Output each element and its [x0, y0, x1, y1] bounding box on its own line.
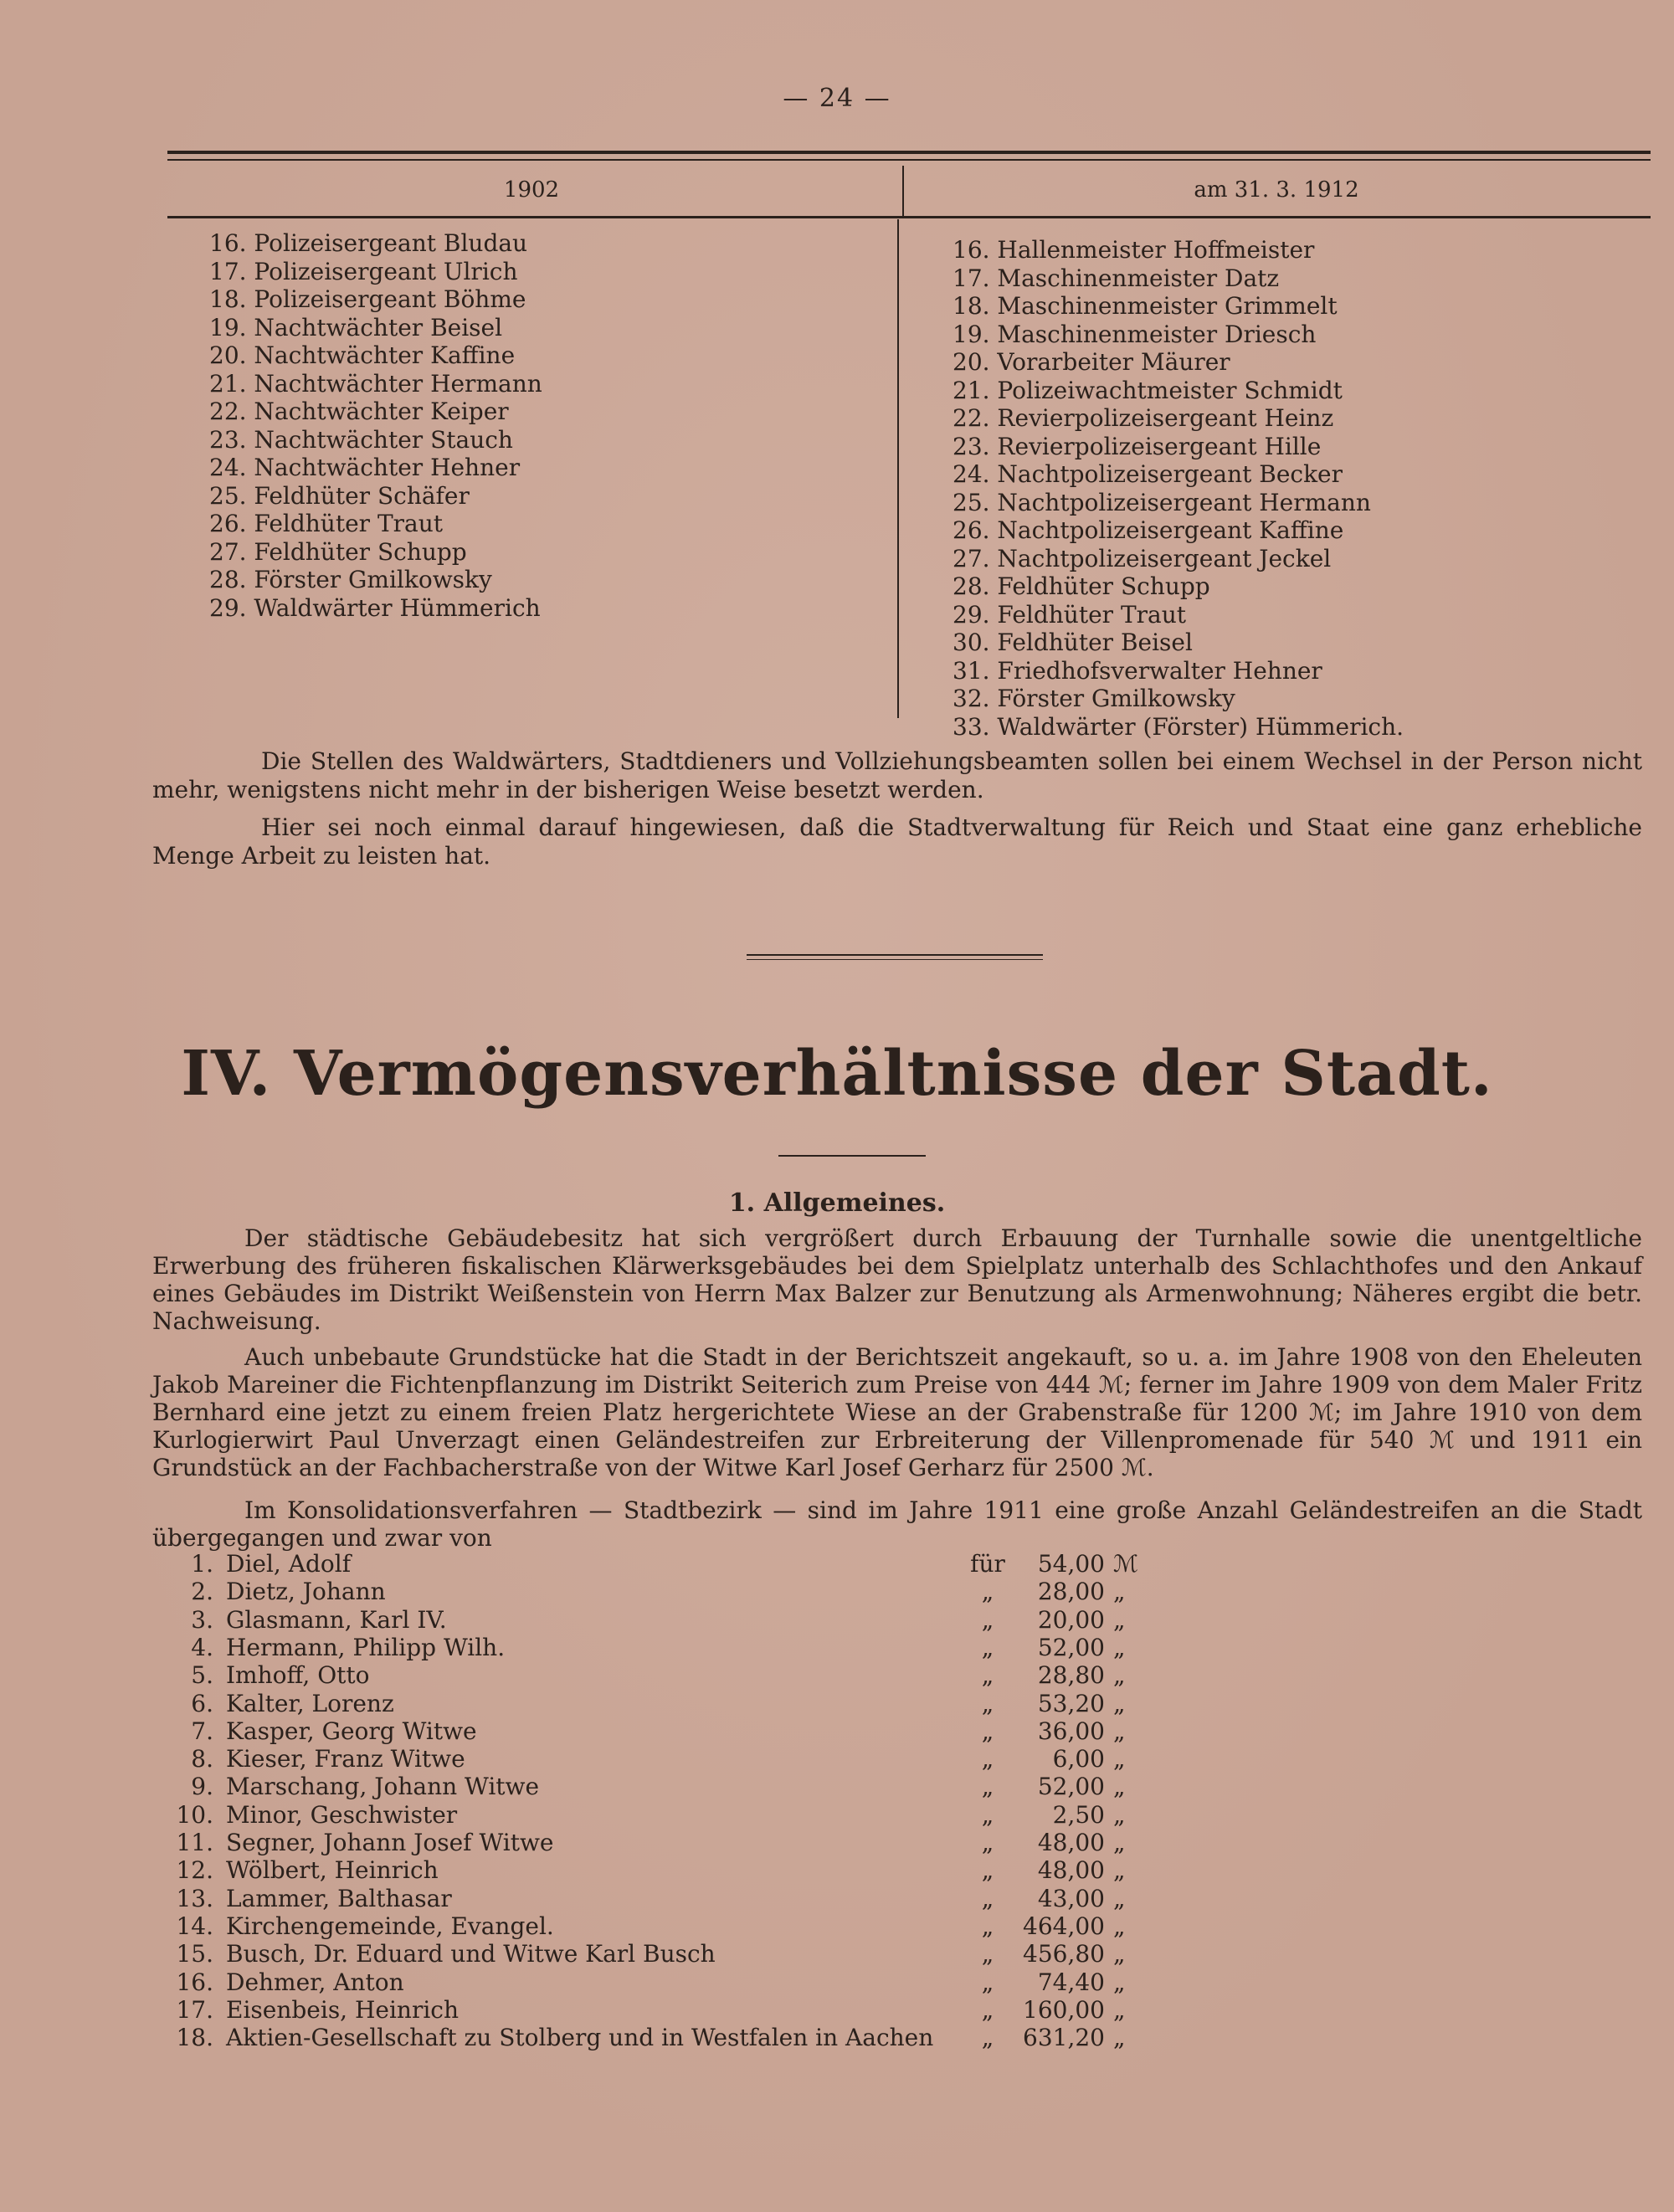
paragraph-land-purchases: Auch unbebaute Grundstücke hat die Stadt in der Berichtszeit angekauft, so u. a. im Jahre 1908 von den Eheleuten Jakob Mareiner die Fichtenpflanzung im Distrikt Seiterich zum Preise von 444 ℳ; ferner im Jahre 1909 von dem Maler Fritz Bernhard eine jetzt zu einem freien Platz hergerichtete Wiese an der Grabenstraße für 1200 ℳ; im Jahre 1910 von dem Kurlogierwirt Paul Unverzagt einen Geländestreifen zur Erbreiterung der Villenpromenade für 540 ℳ und 1911 ein Grundstück an der Fachbacherstraße von der Witwe Karl Josef Gerharz für 2500 ℳ. — [152, 1343, 1642, 1481]
payee-name: Kalter, Lorenz — [226, 1689, 394, 1717]
list-item: 25. Feldhüter Schäfer — [209, 481, 470, 510]
list-item: 23. Revierpolizeisergeant Hille — [953, 432, 1322, 460]
payee-row — [167, 1634, 1172, 1661]
subsection-title: 1. Allgemeines. — [728, 1188, 946, 1218]
payee-amount: 36,00 — [1037, 1717, 1105, 1745]
payee-name: Aktien-Gesellschaft zu Stolberg und in Westfalen in Aachen — [226, 2024, 934, 2052]
paragraph-consolidation: Im Konsolidationsverfahren — Stadtbezirk — sind im Jahre 1911 eine große Anzahl Geländestreifen an die Stadt übergegangen und zwar von — [152, 1496, 1642, 1552]
payee-name: Diel, Adolf — [226, 1550, 352, 1578]
payee-mark: „ — [981, 1856, 994, 1885]
payee-name: Imhoff, Otto — [226, 1661, 370, 1690]
payee-amount: 43,00 — [1037, 1884, 1105, 1912]
payee-num: 15. — [176, 1940, 213, 1968]
payee-unit: „ — [1113, 1912, 1126, 1940]
payee-num: 1. — [191, 1550, 213, 1578]
payee-mark: „ — [981, 1633, 994, 1661]
payee-row — [167, 1996, 1172, 2024]
list-item: 16. Polizeisergeant Bludau — [209, 229, 528, 257]
staff-list-1912 — [953, 236, 1404, 741]
payee-name: Lammer, Balthasar — [226, 1884, 452, 1912]
payee-num: 8. — [191, 1745, 213, 1773]
payee-name: Busch, Dr. Eduard und Witwe Karl Busch — [226, 1940, 716, 1968]
payee-row — [167, 1856, 1172, 1884]
payee-mark: für — [970, 1550, 1005, 1578]
payee-amount: 631,20 — [1023, 2024, 1105, 2052]
list-item: 30. Feldhüter Beisel — [953, 629, 1193, 656]
payee-row — [167, 1912, 1172, 1940]
payee-unit: „ — [1113, 1689, 1126, 1717]
payee-amount: 53,20 — [1037, 1689, 1105, 1717]
payee-unit: „ — [1113, 1578, 1126, 1606]
list-item: 26. Feldhüter Traut — [209, 510, 443, 537]
payee-row — [167, 1717, 1172, 1745]
payee-num: 16. — [176, 1968, 213, 1996]
payee-mark: „ — [981, 1745, 994, 1773]
payee-mark: „ — [981, 1829, 994, 1856]
payee-row — [167, 1801, 1172, 1829]
payee-num: 7. — [191, 1717, 213, 1745]
list-item: 21. Nachtwächter Hermann — [209, 369, 542, 398]
payee-name: Wölbert, Heinrich — [226, 1856, 439, 1885]
payee-name: Eisenbeis, Heinrich — [226, 1995, 460, 2024]
payee-mark: „ — [981, 1800, 994, 1829]
payee-num: 12. — [176, 1856, 213, 1885]
list-item: 29. Waldwärter Hümmerich — [209, 593, 541, 622]
payee-num: 9. — [191, 1773, 213, 1801]
list-item: 29. Feldhüter Traut — [953, 600, 1186, 629]
payee-unit: „ — [1113, 1968, 1126, 1996]
payee-unit: „ — [1113, 1773, 1126, 1801]
payee-amount: 74,40 — [1037, 1968, 1105, 1996]
list-item: 18. Maschinenmeister Grimmelt — [953, 292, 1338, 320]
list-item: 28. Feldhüter Schupp — [953, 572, 1210, 600]
payee-mark: „ — [981, 1884, 994, 1912]
payee-unit: „ — [1113, 1661, 1126, 1690]
section-divider-top-2 — [747, 959, 1043, 960]
payee-unit: „ — [1113, 1605, 1126, 1634]
payee-row — [167, 1829, 1172, 1856]
payee-name: Kasper, Georg Witwe — [226, 1717, 477, 1745]
payee-amount: 52,00 — [1037, 1633, 1105, 1661]
payee-name: Kirchengemeinde, Evangel. — [226, 1912, 554, 1940]
list-item: 31. Friedhofsverwalter Hehner — [953, 656, 1322, 685]
payee-mark: „ — [981, 1605, 994, 1634]
payee-amount: 456,80 — [1023, 1940, 1105, 1968]
list-item: 21. Polizeiwachtmeister Schmidt — [953, 376, 1343, 404]
table-top-rule-thin — [167, 159, 1651, 161]
payee-amount: 464,00 — [1023, 1912, 1105, 1940]
payee-unit: „ — [1113, 1717, 1126, 1745]
list-item: 23. Nachtwächter Stauch — [209, 425, 513, 454]
staff-list-1902 — [209, 229, 542, 622]
payee-amount: 28,80 — [1037, 1661, 1105, 1690]
payee-amount: 2,50 — [1052, 1800, 1105, 1829]
payee-name: Minor, Geschwister — [226, 1800, 458, 1829]
payee-row — [167, 1773, 1172, 1800]
payee-unit: ℳ — [1113, 1550, 1138, 1578]
payee-amount: 48,00 — [1037, 1829, 1105, 1856]
section-divider-bottom — [778, 1155, 926, 1157]
list-item: 27. Feldhüter Schupp — [209, 537, 467, 566]
payee-amount: 28,00 — [1037, 1578, 1105, 1606]
list-item: 24. Nachtwächter Hehner — [209, 454, 521, 481]
payee-unit: „ — [1113, 1884, 1126, 1912]
payee-row — [167, 1606, 1172, 1634]
payee-row — [167, 1968, 1172, 1996]
payee-num: 6. — [191, 1689, 213, 1717]
payee-num: 11. — [176, 1829, 213, 1856]
payee-amount: 48,00 — [1037, 1856, 1105, 1885]
table-header-right: am 31. 3. 1912 — [1194, 177, 1359, 203]
section-divider-top — [747, 954, 1043, 956]
payee-num: 10. — [176, 1800, 213, 1829]
payee-unit: „ — [1113, 1940, 1126, 1968]
payee-mark: „ — [981, 1940, 994, 1968]
payee-name: Glasmann, Karl IV. — [226, 1605, 447, 1634]
payee-name: Dietz, Johann — [226, 1578, 386, 1606]
list-item: 18. Polizeisergeant Böhme — [209, 285, 526, 313]
payee-mark: „ — [981, 1773, 994, 1801]
payee-mark: „ — [981, 1578, 994, 1606]
payee-num: 17. — [176, 1995, 213, 2024]
section-title: IV. Vermögensverhältnisse der Stadt. — [181, 1038, 1493, 1110]
list-item: 20. Vorarbeiter Mäurer — [953, 348, 1230, 376]
list-item: 22. Revierpolizeisergeant Heinz — [953, 404, 1334, 432]
payee-row — [167, 1578, 1172, 1605]
payee-unit: „ — [1113, 1800, 1126, 1829]
payee-row — [167, 1661, 1172, 1689]
payee-row — [167, 2024, 1172, 2051]
list-item: 27. Nachtpolizeisergeant Jeckel — [953, 544, 1332, 572]
payee-unit: „ — [1113, 1745, 1126, 1773]
note-paragraph-1: Die Stellen des Waldwärters, Stadtdieners und Vollziehungsbeamten sollen bei einem Wechsel in der Person nicht mehr, wenigstens nicht mehr in der bisherigen Weise besetzt werden. — [152, 747, 1642, 803]
payee-unit: „ — [1113, 2024, 1126, 2052]
payee-num: 4. — [191, 1633, 213, 1661]
list-item: 17. Maschinenmeister Datz — [953, 264, 1280, 292]
payee-mark: „ — [981, 1968, 994, 1996]
payee-num: 14. — [176, 1912, 213, 1940]
note-paragraph-2: Hier sei noch einmal darauf hingewiesen, daß die Stadtverwaltung für Reich und Staat eine ganz erhebliche Menge Arbeit zu leisten hat. — [152, 813, 1642, 870]
list-item: 32. Förster Gmilkowsky — [953, 685, 1235, 712]
table-top-rule-thick — [167, 151, 1651, 154]
payee-num: 2. — [191, 1578, 213, 1606]
payee-amount: 54,00 — [1037, 1550, 1105, 1578]
list-item: 33. Waldwärter (Förster) Hümmerich. — [953, 712, 1404, 741]
list-item: 26. Nachtpolizeisergeant Kaffine — [953, 516, 1344, 544]
payee-name: Hermann, Philipp Wilh. — [226, 1633, 506, 1661]
payee-mark: „ — [981, 1995, 994, 2024]
list-item: 22. Nachtwächter Keiper — [209, 398, 509, 425]
payee-amount: 160,00 — [1023, 1995, 1105, 2024]
table-header-left: 1902 — [503, 177, 560, 203]
payee-mark: „ — [981, 1661, 994, 1690]
list-item: 20. Nachtwächter Kaffine — [209, 341, 516, 369]
paragraph-buildings: Der städtische Gebäudebesitz hat sich vergrößert durch Erbauung der Turnhalle sowie die unentgeltliche Erwerbung des früheren fiskalischen Klärwerksgebäudes bei dem Spielplatz unterhalb des Schlachthofes und den Ankauf eines Gebäudes im Distrikt Weißenstein von Herrn Max Balzer zur Benutzung als Armenwohnung; Näheres ergibt die betr. Nachweisung. — [152, 1224, 1642, 1335]
column-divider — [902, 166, 904, 216]
list-item: 24. Nachtpolizeisergeant Becker — [953, 460, 1343, 488]
payee-mark: „ — [981, 1689, 994, 1717]
list-item: 19. Maschinenmeister Driesch — [953, 320, 1317, 348]
column-divider-body — [897, 219, 899, 718]
payee-amount: 20,00 — [1037, 1605, 1105, 1634]
payee-name: Dehmer, Anton — [226, 1968, 404, 1996]
payee-row — [167, 1885, 1172, 1912]
table-header-rule — [167, 216, 1651, 218]
payee-amount: 6,00 — [1052, 1745, 1105, 1773]
payee-unit: „ — [1113, 1829, 1126, 1856]
page-number: — 24 — — [783, 84, 891, 113]
payee-mark: „ — [981, 1717, 994, 1745]
payee-unit: „ — [1113, 1995, 1126, 2024]
payee-name: Kieser, Franz Witwe — [226, 1745, 465, 1773]
payee-num: 13. — [176, 1884, 213, 1912]
payee-amount: 52,00 — [1037, 1773, 1105, 1801]
payee-row — [167, 1745, 1172, 1773]
payee-row — [167, 1550, 1172, 1578]
list-item: 25. Nachtpolizeisergeant Hermann — [953, 488, 1371, 516]
payee-num: 18. — [176, 2024, 213, 2052]
payee-mark: „ — [981, 2024, 994, 2052]
payee-name: Segner, Johann Josef Witwe — [226, 1829, 554, 1856]
payee-row — [167, 1690, 1172, 1717]
payee-mark: „ — [981, 1912, 994, 1940]
payee-unit: „ — [1113, 1633, 1126, 1661]
payee-num: 3. — [191, 1605, 213, 1634]
payee-unit: „ — [1113, 1856, 1126, 1885]
list-item: 28. Förster Gmilkowsky — [209, 566, 492, 593]
list-item: 19. Nachtwächter Beisel — [209, 313, 503, 341]
list-item: 17. Polizeisergeant Ulrich — [209, 257, 518, 285]
payee-num: 5. — [191, 1661, 213, 1690]
list-item: 16. Hallenmeister Hoffmeister — [953, 236, 1315, 264]
payee-row — [167, 1940, 1172, 1968]
payee-name: Marschang, Johann Witwe — [226, 1773, 540, 1801]
